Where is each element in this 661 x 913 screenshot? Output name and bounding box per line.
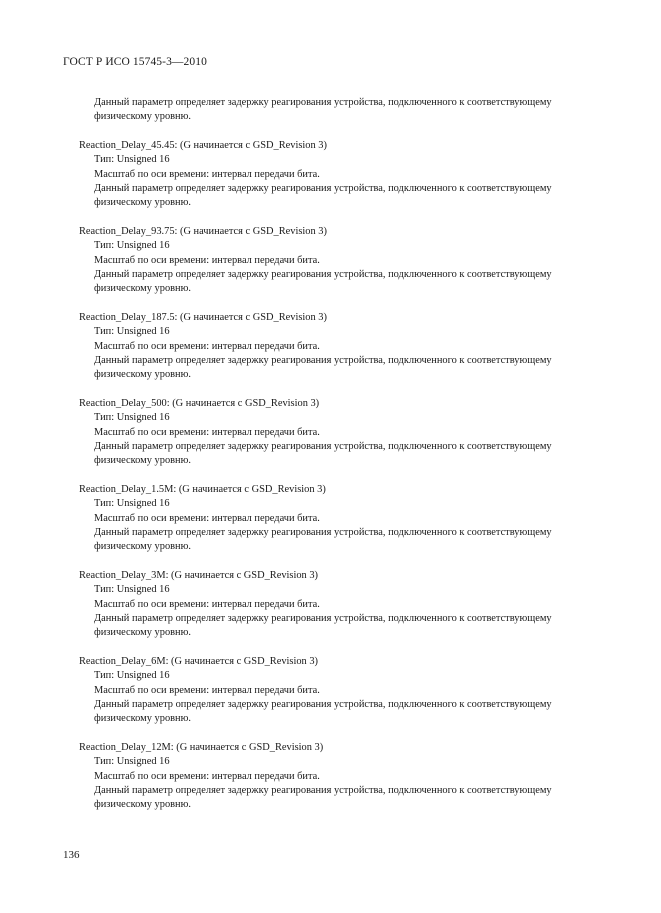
parameter-type: Тип: Unsigned 16 [94,154,170,166]
parameter-title: Reaction_Delay_6M: (G начинается с GSD_Revision 3) [79,656,318,667]
parameter-type: Тип: Unsigned 16 [94,498,170,510]
parameter-entry [79,569,609,640]
parameter-description: физическому уровню. [94,627,191,639]
parameter-type: Тип: Unsigned 16 [94,756,170,768]
parameter-title: Reaction_Delay_500: (G начинается с GSD_Revision 3) [79,398,320,410]
document-body [79,96,609,812]
parameter-type: Тип: Unsigned 16 [94,670,170,682]
parameter-scale: Масштаб по оси времени: интервал передачи бита. [94,340,320,352]
parameter-title: Reaction_Delay_187.5: (G начинается с GSD_Revision 3) [79,312,327,324]
parameter-scale: Масштаб по оси времени: интервал передачи бита. [94,254,320,266]
parameter-title: Reaction_Delay_12M: (G начинается с GSD_Revision 3) [79,741,324,753]
parameter-description: Данный параметр определяет задержку реагирования устройства, подключенного к соответствующему [94,440,552,452]
parameter-entry [79,139,609,210]
parameter-scale: Масштаб по оси времени: интервал передачи бита. [94,770,320,782]
parameter-scale: Масштаб по оси времени: интервал передачи бита. [94,168,320,180]
parameter-description: физическому уровню. [94,369,191,381]
parameter-description: Данный параметр определяет задержку реагирования устройства, подключенного к соответствующему [94,784,552,796]
parameter-entry [79,311,609,382]
parameter-entry [79,483,609,554]
parameter-type: Тип: Unsigned 16 [94,326,170,338]
parameter-description: физическому уровню. [94,799,191,811]
parameter-title: Reaction_Delay_45.45: (G начинается с GSD_Revision 3) [79,140,327,152]
parameter-scale: Масштаб по оси времени: интервал передачи бита. [94,684,320,696]
intro-paragraph [79,96,609,125]
parameter-description: физическому уровню. [94,541,191,553]
parameter-title: Reaction_Delay_1.5M: (G начинается с GSD_Revision 3) [79,484,326,496]
parameter-description: физическому уровню. [94,455,191,467]
parameter-entry [79,225,609,296]
parameter-description: Данный параметр определяет задержку реагирования устройства, подключенного к соответствующему [94,526,552,538]
parameter-description: Данный параметр определяет задержку реагирования устройства, подключенного к соответствующему [94,612,552,624]
parameter-description: физическому уровню. [94,713,191,725]
parameter-type: Тип: Unsigned 16 [94,584,170,596]
parameter-scale: Масштаб по оси времени: интервал передачи бита. [94,598,320,610]
parameter-description: Данный параметр определяет задержку реагирования устройства, подключенного к соответствующему [94,354,552,366]
parameter-scale: Масштаб по оси времени: интервал передачи бита. [94,426,320,438]
parameter-description: физическому уровню. [94,197,191,209]
parameter-title: Reaction_Delay_3M: (G начинается с GSD_Revision 3) [79,570,318,582]
page-number: 136 [63,849,80,861]
parameter-description: Данный параметр определяет задержку реагирования устройства, подключенного к соответствующему [94,698,552,710]
parameter-scale: Масштаб по оси времени: интервал передачи бита. [94,512,320,524]
document-header: ГОСТ Р ИСО 15745-3—2010 [63,56,207,68]
intro-line: Данный параметр определяет задержку реагирования устройства, подключенного к соответствующему [94,97,552,108]
parameter-entry [79,397,609,468]
intro-line: физическому уровню. [94,111,191,123]
parameter-description: Данный параметр определяет задержку реагирования устройства, подключенного к соответствующему [94,182,552,194]
parameter-description: физическому уровню. [94,283,191,295]
parameter-description: Данный параметр определяет задержку реагирования устройства, подключенного к соответствующему [94,268,552,280]
parameter-type: Тип: Unsigned 16 [94,412,170,424]
parameter-type: Тип: Unsigned 16 [94,240,170,252]
parameter-title: Reaction_Delay_93.75: (G начинается с GSD_Revision 3) [79,226,327,238]
parameter-entry [79,741,609,812]
parameter-entry [79,655,609,726]
